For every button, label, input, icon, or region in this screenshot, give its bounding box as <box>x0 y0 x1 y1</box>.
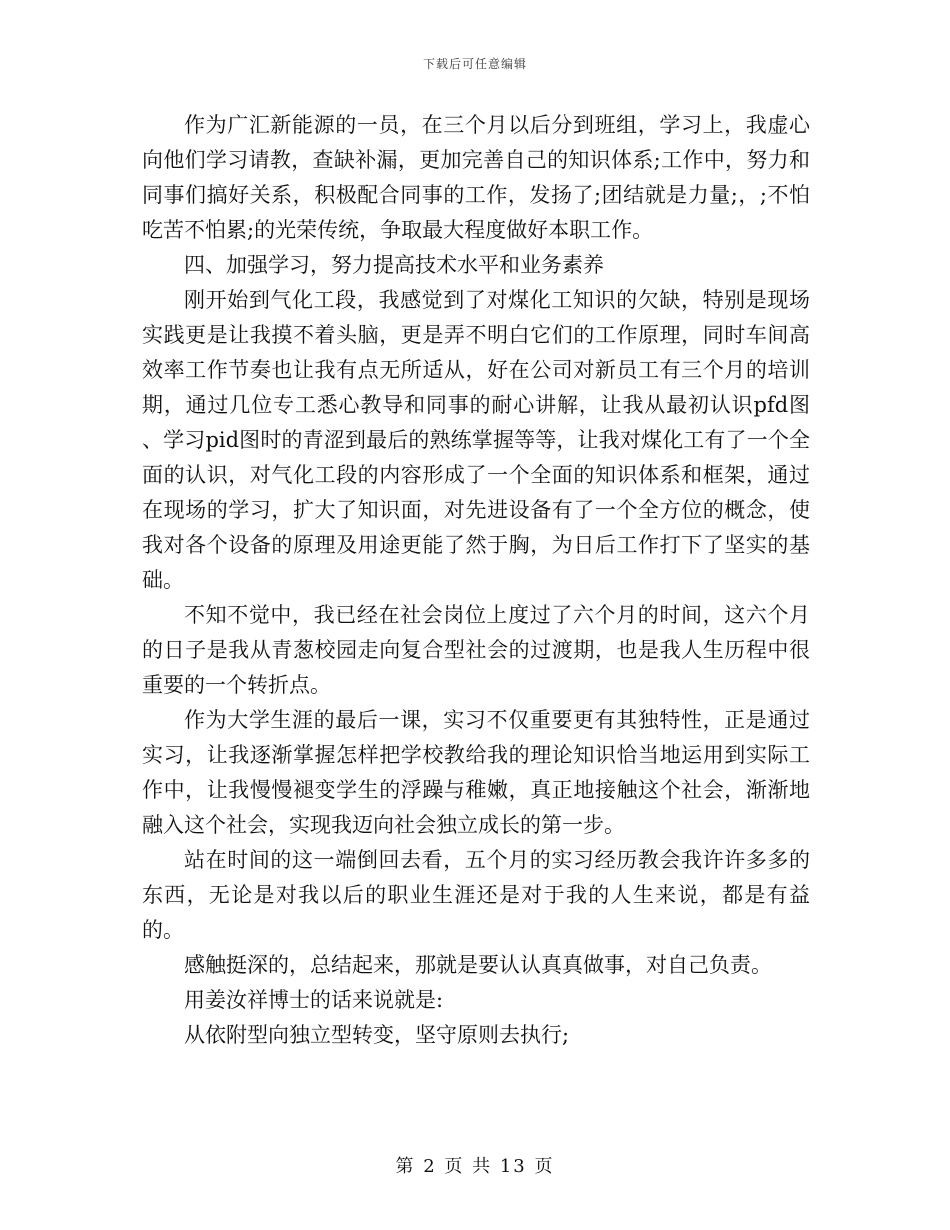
paragraph: 作为广汇新能源的一员，在三个月以后分到班组，学习上，我虚心向他们学习请教，查缺补漏，更加完善自己的知识体系;工作中，努力和同事们搞好关系，积极配合同事的工作，发扬了;团结就是力量;，;不怕吃苦不怕累;的光荣传统，争取最大程度做好本职工作。 <box>142 113 810 242</box>
paragraph: 用姜汝祥博士的话来说就是: <box>184 988 444 1012</box>
document-body <box>142 108 810 1053</box>
paragraph: 刚开始到气化工段，我感觉到了对煤化工知识的欠缺，特别是现场实践更是让我摸不着头脑，更是弄不明白它们的工作原理，同时车间高效率工作节奏也让我有点无所适从，好在公司对新员工有三个月的培训期，通过几位专工悉心教导和同事的耐心讲解，让我从最初认识pfd图 、学习pid图时的青涩到最后的熟练掌握等等，让我对煤化工有了一个全面的认识，对气化工段的内容形成了一个全面的知识体系和框架，通过在现场的学习，扩大了知识面，对先进设备有了一个全方位的概念，使我对各个设备的原理及用途更能了然于胸，为日后工作打下了坚实的基础。 <box>142 288 810 592</box>
header-note: 下载后可任意编辑 <box>422 57 527 71</box>
paragraph: 不知不觉中，我已经在社会岗位上度过了六个月的时间，这六个月的日子是我从青葱校园走向复合型社会的过渡期，也是我人生历程中很重要的一个转折点。 <box>142 603 810 697</box>
section-heading: 四、加强学习，努力提高技术水平和业务素养 <box>184 253 604 277</box>
paragraph: 感触挺深的，总结起来，那就是要认认真真做事，对自己负责。 <box>184 953 772 977</box>
paragraph: 作为大学生涯的最后一课，实习不仅重要更有其独特性，正是通过实习，让我逐渐掌握怎样把学校教给我的理论知识恰当地运用到实际工作中，让我慢慢褪变学生的浮躁与稚嫩，真正地接触这个社会，渐渐地融入这个社会，实现我迈向社会独立成长的第一步。 <box>142 708 810 837</box>
page-number: 第 2 页 共 13 页 <box>395 1156 555 1177</box>
paragraph: 从依附型向独立型转变，坚守原则去执行; <box>184 1023 570 1047</box>
paragraph: 站在时间的这一端倒回去看，五个月的实习经历教会我许许多多的东西，无论是对我以后的职业生涯还是对于我的人生来说，都是有益的。 <box>142 848 810 942</box>
